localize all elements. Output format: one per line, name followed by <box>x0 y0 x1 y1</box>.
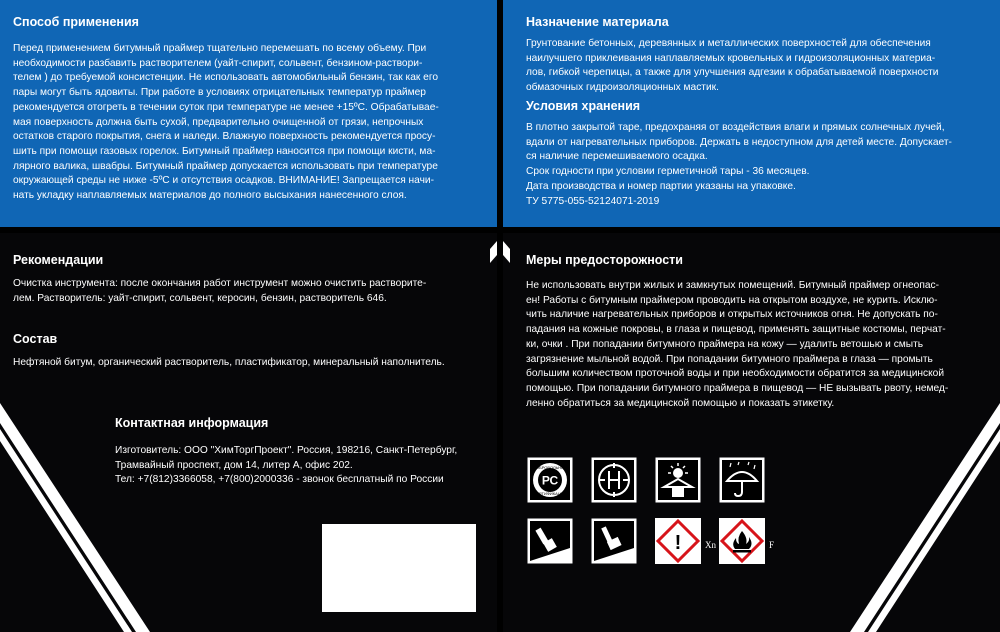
precautions-panel <box>503 233 1000 632</box>
composition-text: Нефтяной битум, органический растворитель, пластификатор, минеральный наполнитель. <box>13 357 445 368</box>
cert-mark-text: РС <box>541 473 559 488</box>
xn-label: Xn <box>705 540 716 550</box>
composition-title: Состав <box>13 332 58 346</box>
precautions-title: Меры предосторожности <box>526 253 683 267</box>
recommendations-panel <box>0 233 497 632</box>
recommendations-text: Очистка инструмента: после окончания работ инструмент можно очистить растворите- лем. Растворитель: уайт-спирит, сольвент, керосин, бензин, растворитель 646. <box>13 278 427 304</box>
usage-text: Перед применением битумный праймер тщательно перемешать по всему объему. При необходимости разбавить растворителем (уайт-спирит, сольвент, бензином-раствори- телем ) до требуемой консистенции. Не использовать автомобильный бензин, так как его пары могут быть ядовиты. При работе в условиях отрицательных температур праймер рекомендуется отогреть в течении суток при температуре не менее +15ºС. Обрабатывае- мая поверхность должна быть сухой, предварительно очищенной от грязи, непрочных остатков старого покрытия, снега и наледи. Влажную поверхность рекомендуется просу- шить при помощи газовых горелок. Битумный праймер наносится при помощи кисти, ма- лярного валика, швабры. Битумный праймер допускается использовать при температуре окружающей среды не ниже -5ºС и отсутствия осадков. ВНИМАНИЕ! Запрещается начи- нать укладку наплавляемых материалов до полного высыхания нанесенного слоя. <box>13 43 439 202</box>
blank-label-area <box>322 524 476 612</box>
purpose-panel <box>503 0 1000 227</box>
temperature-limit-icon <box>591 457 637 503</box>
recommendations-title: Рекомендации <box>13 253 104 267</box>
f-label: F <box>769 540 775 550</box>
brush-application-icon <box>527 518 573 564</box>
usage-panel <box>0 0 497 227</box>
keep-dry-umbrella-icon <box>719 457 765 503</box>
certification-icon <box>527 457 573 503</box>
cert-bottom-text: СЕРТИФИКАЦИЯ <box>533 491 567 496</box>
health-hazard-exclamation-icon <box>655 518 701 564</box>
purpose-text: Грунтование бетонных, деревянных и металлических поверхностей для обеспечения наилучшего приклеивания наплавляемых кровельных и гидроизоляционных материа- лов, гибкой черепицы, а также для улучшения адгезии к обрабатываемой поверхности обмазочных гидроизоляционных мастик. <box>526 38 939 94</box>
storage-text: В плотно закрытой таре, предохраняя от воздействия влаги и прямых солнечных лучей, вдали от нагревательных приборов. Держать в недоступном для детей месте. Допускает- ся наличие перемешиваемого осадка. Срок годности при условии герметичной тары - 36 месяцев. Дата производства и номер партии указаны на упаковке. ТУ 5775-055-52124071-2019 <box>526 122 952 207</box>
roller-application-icon <box>591 518 637 564</box>
precautions-text: Не использовать внутри жилых и замкнутых помещений. Битумный праймер огнеопас- ен! Работы с битумным праймером проводить на открытом воздухе, не курить. Исклю- чить наличие нагревательных приборов и открытых источников огня. Не допускать по- падания на кожные покровы, в глаза и пищевод, применять защитные костюмы, перчат- ки, очки . При попадании битумного праймера на кожу — удалить ветошью и смыть загрязнение мыльной водой. При попадании битумного праймера в глаза — промыть большим количеством проточной воды и при необходимости обратится за медицинской помощью. При попадании битумного праймера в пищевод — НЕ вызывать рвоту, немед- ленно обратиться за медицинской помощью и показать этикетку. <box>526 280 949 409</box>
keep-from-sunlight-icon <box>655 457 701 503</box>
contacts-text: Изготовитель: ООО "ХимТоргПроект". Россия, 198216, Санкт-Петербург, Трамвайный проспект, дом 14, литер А, офис 202. Тел: +7(812)3366058, +7(800)2000336 - звонок бесплатный по России <box>115 445 458 486</box>
usage-title: Способ применения <box>13 15 139 29</box>
cert-top-text: ДОБРОВОЛЬНАЯ <box>533 465 567 470</box>
storage-title: Условия хранения <box>526 99 641 113</box>
contacts-title: Контактная информация <box>115 416 269 430</box>
exclamation-text: ! <box>674 532 682 554</box>
purpose-title: Назначение материала <box>526 15 669 29</box>
flammable-icon <box>719 518 765 564</box>
